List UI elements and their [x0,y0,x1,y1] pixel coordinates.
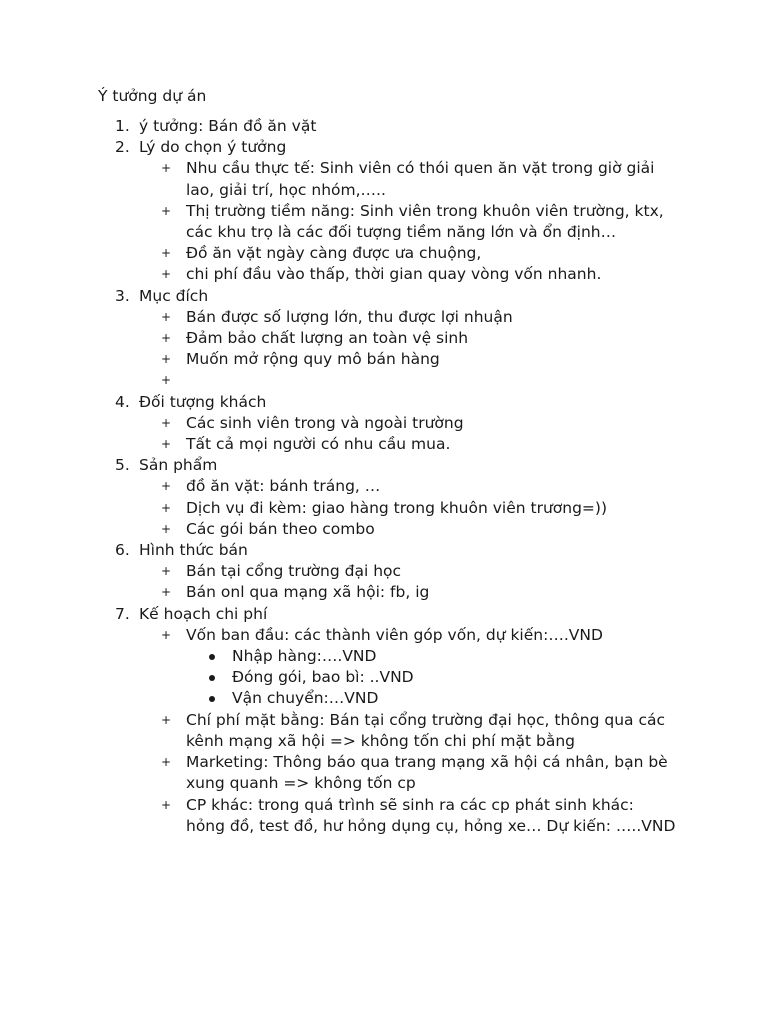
sub-bullet-item [186,646,676,667]
list-item [139,201,676,243]
list-item [139,625,676,710]
section-number: 7. [115,604,130,623]
plus-bullet-icon: + [161,415,172,430]
section-number: 3. [115,286,130,305]
section-items [139,307,698,392]
outline-section [98,392,698,456]
plus-bullet-icon: + [161,309,172,324]
list-item [139,795,676,837]
plus-bullet-icon: + [161,627,172,642]
plus-bullet-icon: + [161,246,172,261]
section-items [139,158,698,285]
list-item-text: Các sinh viên trong và ngoài trường [186,413,464,432]
filled-bullet-icon [209,696,215,702]
list-item-text: Nhu cầu thực tế: Sinh viên có thói quen ăn vặt trong giờ giải lao, giải trí, học nhóm,….. [186,159,655,199]
project-outline [98,116,698,837]
list-item-text: Đồ ăn vặt ngày càng được ưa chuộng, [186,244,482,263]
list-item [139,519,676,540]
section-number: 1. [115,117,130,135]
list-item [139,370,676,391]
plus-bullet-icon: + [161,373,172,388]
sub-bullet-item [186,667,676,688]
plus-bullet-icon: + [161,479,172,494]
list-item-text: Bán tại cổng trường đại học [186,562,402,581]
section-heading: Lý do chọn ý tưởng [139,138,287,157]
list-item-text: Tất cả mọi người có nhu cầu mua. [186,435,451,454]
list-item [139,710,676,752]
list-item [139,307,676,328]
plus-bullet-icon: + [161,712,172,727]
list-item-text: Bán được số lượng lớn, thu được lợi nhuận [186,307,513,326]
sub-bullet-item [186,688,676,709]
section-heading: Mục đích [139,286,209,305]
sub-bullet-list [186,646,676,710]
list-item-text: Dịch vụ đi kèm: giao hàng trong khuôn viên trương=)) [186,498,607,517]
filled-bullet-icon [209,654,215,660]
outline-section [98,455,698,540]
list-item-text [186,371,191,389]
list-item [139,752,676,794]
outline-section [98,286,698,392]
list-item-text: Thị trường tiềm năng: Sinh viên trong khuôn viên trường, ktx, các khu trọ là các đối tượng tiềm năng lớn và ổn định… [186,201,664,242]
section-heading: Đối tượng khách [139,392,267,411]
plus-bullet-icon: + [161,521,172,536]
section-items [139,625,698,837]
list-item-text: Muốn mở rộng quy mô bán hàng [186,350,440,369]
list-item [139,561,676,582]
plus-bullet-icon: + [161,352,172,367]
list-item [139,476,676,497]
plus-bullet-icon: + [161,585,172,600]
document-title: Ý tưởng dự án [98,87,207,105]
section-number: 6. [115,541,130,560]
section-heading: Kế hoạch chi phí [139,604,268,623]
list-item-text: Đảm bảo chất lượng an toàn vệ sinh [186,329,469,348]
sub-bullet-text: Nhập hàng:….VND [232,647,377,666]
list-item-text: CP khác: trong quá trình sẽ sinh ra các cp phát sinh khác: hỏng đồ, test đồ, hư hỏng dụng cụ, hỏng xe… Dự kiến: …..VND [186,795,676,835]
section-items [139,476,698,540]
list-item [139,582,676,603]
list-item-text: Chí phí mặt bằng: Bán tại cổng trường đại học, thông qua các kênh mạng xã hội => không tốn chi phí mặt bằng [186,710,666,750]
list-item [139,328,676,349]
section-items [139,413,698,455]
sub-bullet-text: Đóng gói, bao bì: ..VND [232,668,414,687]
section-number: 4. [115,392,130,411]
plus-bullet-icon: + [161,161,172,176]
list-item [139,158,676,200]
list-item [139,498,676,519]
section-heading: Sản phẩm [139,456,218,475]
section-items [139,561,698,603]
outline-section [98,540,698,604]
outline-section [98,116,698,137]
list-item [139,413,676,434]
section-heading: ý tưởng: Bán đồ ăn vặt [139,117,317,135]
plus-bullet-icon: + [161,564,172,579]
list-item-text: Bán onl qua mạng xã hội: fb, ig [186,583,430,602]
list-item [139,243,676,264]
plus-bullet-icon: + [161,203,172,218]
section-number: 5. [115,456,130,475]
list-item [139,349,676,370]
list-item [139,434,676,455]
section-number: 2. [115,138,130,157]
filled-bullet-icon [209,675,215,681]
list-item-text: Các gói bán theo combo [186,519,375,538]
plus-bullet-icon: + [161,267,172,282]
sub-bullet-text: Vận chuyển:…VND [232,689,379,708]
outline-section [98,137,698,285]
plus-bullet-icon: + [161,331,172,346]
outline-section [98,604,698,837]
list-item-text: Vốn ban đầu: các thành viên góp vốn, dự kiến:….VND [186,625,603,644]
list-item-text: chi phí đầu vào thấp, thời gian quay vòng vốn nhanh. [186,265,602,284]
plus-bullet-icon: + [161,755,172,770]
plus-bullet-icon: + [161,500,172,515]
list-item-text: Marketing: Thông báo qua trang mạng xã hội cá nhân, bạn bè xung quanh => không tốn cp [186,753,668,793]
plus-bullet-icon: + [161,437,172,452]
list-item [139,264,676,285]
plus-bullet-icon: + [161,797,172,812]
section-heading: Hình thức bán [139,541,248,560]
list-item-text: đồ ăn vặt: bánh tráng, … [186,477,381,496]
